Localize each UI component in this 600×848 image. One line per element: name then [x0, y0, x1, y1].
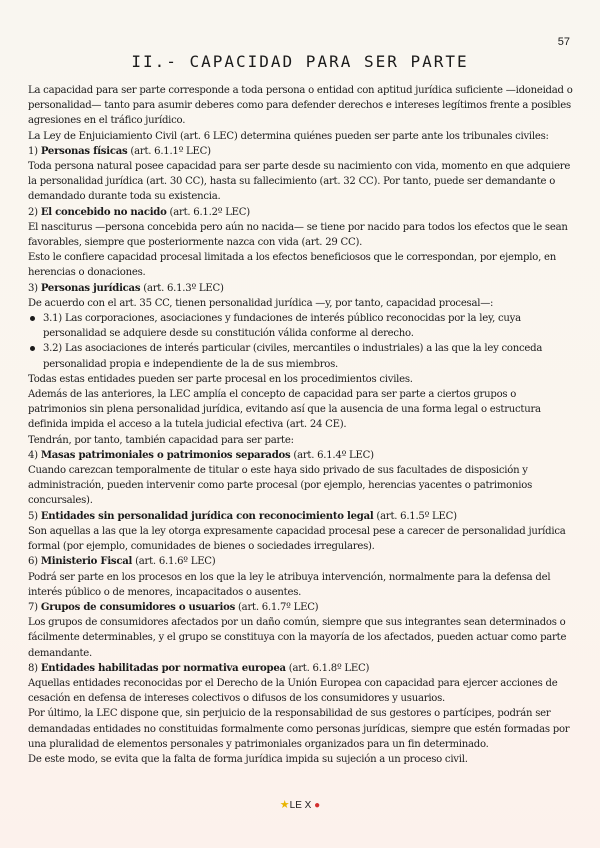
intro-paragraph: La Ley de Enjuiciamiento Civil (art. 6 LEC) determina quiénes pueden ser parte ante los tribunales civiles: [28, 130, 549, 142]
section-paragraph: Por último, la LEC dispone que, sin perjuicio de la responsabilidad de sus gestores o partícipes, podrán ser demandadas entidades no constituidas formalmente como personas jurídicas, siempre que estén formadas por una pluralidad de elementos personales y patrimoniales organizados para un fin determinado. [28, 708, 570, 750]
document-body [28, 83, 576, 767]
section-heading-ministerio-fiscal: 6) Ministerio Fiscal (art. 6.1.6º LEC) [28, 556, 216, 568]
footer-text: LE X [289, 800, 312, 811]
bullet-item: 3.1) Las corporaciones, asociaciones y fundaciones de interés público reconocidas por la ley, cuya personalidad se adquiere desde su constitución válida conforme al derecho. [28, 311, 576, 341]
bullet-item: 3.2) Las asociaciones de interés particular (civiles, mercantiles o industriales) a las que la ley conceda personalidad propia e independiente de la de sus miembros. [28, 341, 576, 371]
footer-logo [0, 798, 600, 811]
star-icon: ★ [279, 799, 290, 811]
section-title: Entidades sin personalidad jurídica con reconocimiento legal [40, 510, 374, 522]
section-ref: (art. 6.1.1º LEC) [127, 145, 211, 157]
section-title: El concebido no nacido [40, 206, 167, 218]
section-heading-normativa-europea: 8) Entidades habilitadas por normativa europea (art. 6.1.8º LEC) [28, 662, 370, 674]
section-title: Masas patrimoniales o patrimonios separados [40, 449, 291, 461]
section-ref: (art. 6.1.7º LEC) [235, 601, 319, 613]
section-paragraph: Cuando carezcan temporalmente de titular o este haya sido privado de sus facultades de disposición y administración, pueden intervenir como parte procesal (por ejemplo, herencias yacentes o patrimonios concursales). [28, 465, 532, 507]
section-paragraph: El nasciturus —persona concebida pero aún no nacida— se tiene por nacido para todos los efectos que le sean favorables, siempre que posteriormente nazca con vida (art. 29 CC). [28, 221, 568, 249]
bullet-list [28, 311, 576, 372]
section-heading-entidades-sin-personalidad: 5) Entidades sin personalidad jurídica con reconocimiento legal (art. 6.1.5º LEC) [28, 510, 457, 522]
section-title: Entidades habilitadas por normativa europea [40, 662, 286, 674]
section-paragraph: Podrá ser parte en los procesos en los que la ley le atribuya intervención, normalmente para la defensa del interés público o de menores, incapacitados o ausentes. [28, 571, 551, 598]
section-heading-personas-juridicas: 3) Personas jurídicas (art. 6.1.3º LEC) [28, 282, 224, 294]
section-heading-personas-fisicas: 1) Personas físicas (art. 6.1.1º LEC) [28, 145, 211, 157]
intro-paragraph: La capacidad para ser parte corresponde a toda persona o entidad con aptitud jurídica suficiente —idoneidad o personalidad— tanto para asumir deberes como para defender derechos e intereses legítimos frente a posibles agresiones en el tráfico jurídico. [28, 85, 573, 127]
section-paragraph: De este modo, se evita que la falta de forma jurídica impida su sujeción a un proceso civil. [28, 753, 468, 765]
section-paragraph: Son aquellas a las que la ley otorga expresamente capacidad procesal pese a carecer de personalidad jurídica formal (por ejemplo, comunidades de bienes o sociedades irregulares). [28, 525, 566, 553]
section-paragraph: De acuerdo con el art. 35 CC, tienen personalidad jurídica —y, por tanto, capacidad procesal—: [28, 297, 494, 309]
section-paragraph: Aquellas entidades reconocidas por el Derecho de la Unión Europea con capacidad para ejercer acciones de cesación en defensa de intereses colectivos o difusos de los consumidores y usuarios. [28, 677, 558, 705]
page-title: II.- CAPACIDAD PARA SER PARTE [131, 52, 469, 71]
section-heading-concebido: 2) El concebido no nacido (art. 6.1.2º LEC) [28, 206, 250, 218]
section-title: Grupos de consumidores o usuarios [40, 601, 236, 613]
section-title: Personas jurídicas [40, 282, 141, 294]
section-ref: (art. 6.1.2º LEC) [166, 206, 250, 218]
section-paragraph: Toda persona natural posee capacidad para ser parte desde su nacimiento con vida, momento en que adquiere la personalidad jurídica (art. 30 CC), hasta su fallecimiento (art. 32 CC). Por tanto, puede ser demandante o demandado durante toda su existencia. [28, 161, 571, 203]
section-heading-grupos-consumidores: 7) Grupos de consumidores o usuarios (art. 6.1.7º LEC) [28, 601, 319, 613]
section-title: Personas físicas [40, 145, 128, 157]
page-number: 57 [557, 36, 570, 48]
section-paragraph: Esto le confiere capacidad procesal limitada a los efectos beneficiosos que le correspondan, por ejemplo, en herencias o donaciones. [28, 252, 556, 279]
section-ref: (art. 6.1.6º LEC) [132, 556, 216, 568]
section-ref: (art. 6.1.5º LEC) [373, 510, 457, 522]
section-paragraph: Todas estas entidades pueden ser parte procesal en los procedimientos civiles. [28, 373, 413, 385]
section-paragraph: Los grupos de consumidores afectados por un daño común, siempre que sus integrantes sean determinados o fácilmente determinables, y el grupo se constituya con la mayoría de los afectados, pueden actuar como parte demandante. [28, 617, 567, 659]
section-paragraph: Además de las anteriores, la LEC amplía el concepto de capacidad para ser parte a ciertos grupos o patrimonios sin plena personalidad jurídica, evitando así que la ausencia de una forma legal o estructura definida impida el acceso a la tutela judicial efectiva (art. 24 CE). [28, 389, 541, 431]
section-paragraph: Tendrán, por tanto, también capacidad para ser parte: [28, 434, 294, 446]
section-ref: (art. 6.1.8º LEC) [285, 662, 370, 674]
section-ref: (art. 6.1.4º LEC) [290, 449, 374, 461]
section-title: Ministerio Fiscal [40, 556, 133, 568]
drop-icon: ● [311, 800, 321, 811]
section-heading-masas-patrimoniales: 4) Masas patrimoniales o patrimonios separados (art. 6.1.4º LEC) [28, 449, 374, 461]
section-ref: (art. 6.1.3º LEC) [140, 282, 224, 294]
